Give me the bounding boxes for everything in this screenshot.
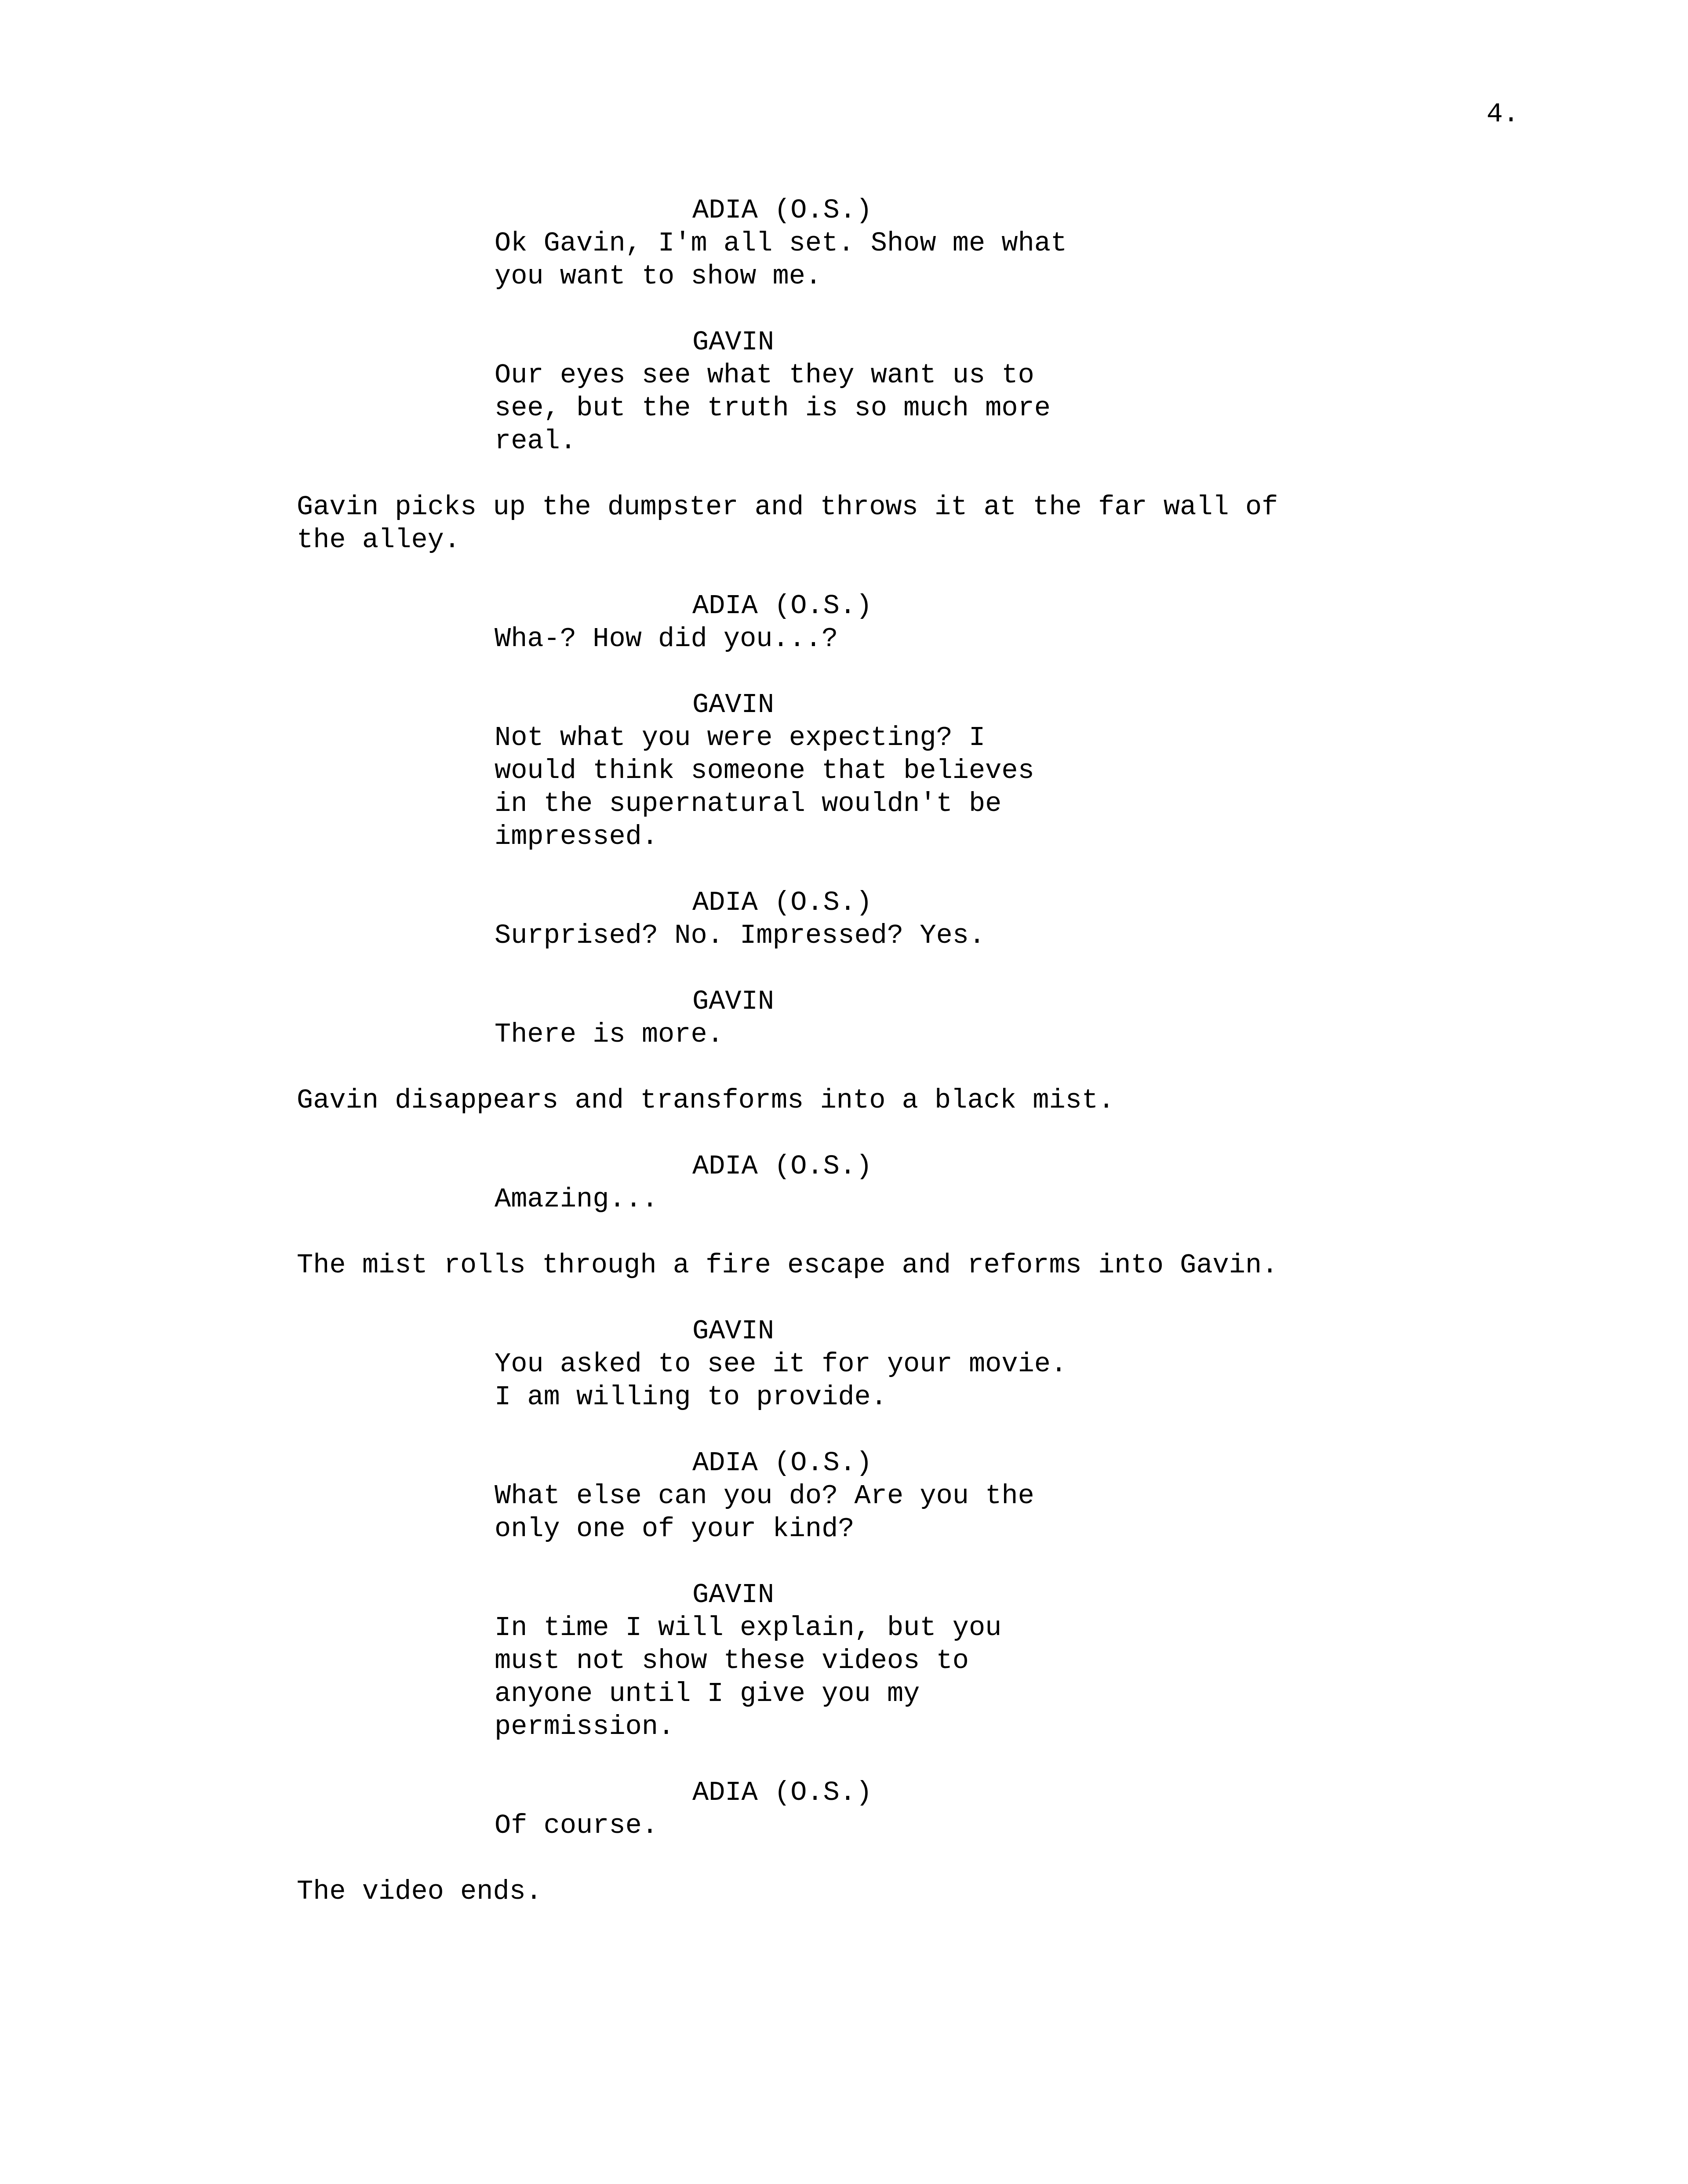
block-spacer: [0, 1117, 1688, 1150]
action-line: Gavin picks up the dumpster and throws it at the far wall of: [297, 491, 1278, 523]
character-name: GAVIN: [692, 327, 775, 358]
dialogue-text: [495, 227, 1154, 293]
dialogue-block: [0, 1578, 1688, 1743]
character-name: GAVIN: [692, 1315, 775, 1347]
dialogue-block: [0, 886, 1688, 952]
dialogue-text: [495, 1018, 1154, 1051]
dialogue-line: Our eyes see what they want us to: [495, 360, 1034, 391]
dialogue-line: Amazing...: [495, 1184, 658, 1215]
character-name: ADIA (O.S.): [692, 1151, 873, 1182]
dialogue-text: [495, 1479, 1154, 1545]
dialogue-block: [0, 326, 1688, 458]
action-block: [0, 1875, 1688, 1908]
page-number: 4.: [1486, 98, 1519, 130]
dialogue-line: would think someone that believes: [495, 755, 1034, 786]
dialogue-line: must not show these videos to: [495, 1645, 969, 1676]
dialogue-text: [495, 1348, 1154, 1414]
dialogue-line: anyone until I give you my: [495, 1678, 920, 1709]
action-line: The video ends.: [297, 1876, 542, 1907]
dialogue-line: see, but the truth is so much more: [495, 392, 1051, 424]
script-body: [0, 194, 1688, 1908]
dialogue-text: [495, 919, 1154, 952]
character-name: ADIA (O.S.): [692, 195, 873, 226]
dialogue-line: There is more.: [495, 1019, 724, 1050]
block-spacer: [0, 1545, 1688, 1578]
dialogue-text: [495, 721, 1154, 853]
block-spacer: [0, 1414, 1688, 1446]
dialogue-text: [495, 1183, 1154, 1216]
dialogue-text: [495, 1809, 1154, 1842]
dialogue-block: [0, 194, 1688, 293]
dialogue-line: permission.: [495, 1711, 675, 1742]
dialogue-line: I am willing to provide.: [495, 1381, 887, 1413]
dialogue-text: [495, 1611, 1154, 1743]
dialogue-block: [0, 688, 1688, 853]
dialogue-line: real.: [495, 425, 577, 457]
dialogue-block: [0, 1150, 1688, 1216]
dialogue-line: Not what you were expecting? I: [495, 722, 986, 753]
character-name: GAVIN: [692, 1579, 775, 1610]
character-name: ADIA (O.S.): [692, 887, 873, 918]
dialogue-line: Surprised? No. Impressed? Yes.: [495, 920, 986, 951]
dialogue-line: only one of your kind?: [495, 1513, 855, 1544]
dialogue-text: [495, 359, 1154, 458]
dialogue-line: Ok Gavin, I'm all set. Show me what: [495, 228, 1067, 259]
dialogue-line: impressed.: [495, 821, 658, 852]
action-text: [297, 1249, 1484, 1282]
block-spacer: [0, 458, 1688, 491]
block-spacer: [0, 1743, 1688, 1776]
block-spacer: [0, 655, 1688, 688]
action-line: the alley.: [297, 524, 461, 556]
character-name: GAVIN: [692, 689, 775, 720]
dialogue-block: [0, 1315, 1688, 1414]
action-text: [297, 1084, 1484, 1117]
character-name: ADIA (O.S.): [692, 1447, 873, 1479]
action-line: The mist rolls through a fire escape and reforms into Gavin.: [297, 1250, 1278, 1281]
action-text: [297, 1875, 1484, 1908]
block-spacer: [0, 952, 1688, 985]
action-block: [0, 1084, 1688, 1117]
action-block: [0, 1249, 1688, 1282]
block-spacer: [0, 1216, 1688, 1249]
block-spacer: [0, 1051, 1688, 1084]
dialogue-line: Wha-? How did you...?: [495, 623, 838, 654]
block-spacer: [0, 1842, 1688, 1875]
dialogue-line: in the supernatural wouldn't be: [495, 788, 1002, 819]
block-spacer: [0, 293, 1688, 326]
dialogue-text: [495, 622, 1154, 655]
dialogue-line: What else can you do? Are you the: [495, 1480, 1034, 1512]
character-name: ADIA (O.S.): [692, 590, 873, 621]
character-name: ADIA (O.S.): [692, 1777, 873, 1808]
dialogue-line: Of course.: [495, 1810, 658, 1841]
dialogue-line: You asked to see it for your movie.: [495, 1348, 1067, 1380]
block-spacer: [0, 556, 1688, 589]
action-line: Gavin disappears and transforms into a black mist.: [297, 1085, 1115, 1116]
block-spacer: [0, 853, 1688, 886]
dialogue-block: [0, 589, 1688, 655]
dialogue-block: [0, 1446, 1688, 1545]
dialogue-block: [0, 985, 1688, 1051]
dialogue-line: you want to show me.: [495, 261, 822, 292]
block-spacer: [0, 1282, 1688, 1315]
dialogue-block: [0, 1776, 1688, 1842]
dialogue-line: In time I will explain, but you: [495, 1612, 1002, 1643]
action-block: [0, 491, 1688, 556]
action-text: [297, 491, 1484, 556]
character-name: GAVIN: [692, 986, 775, 1017]
